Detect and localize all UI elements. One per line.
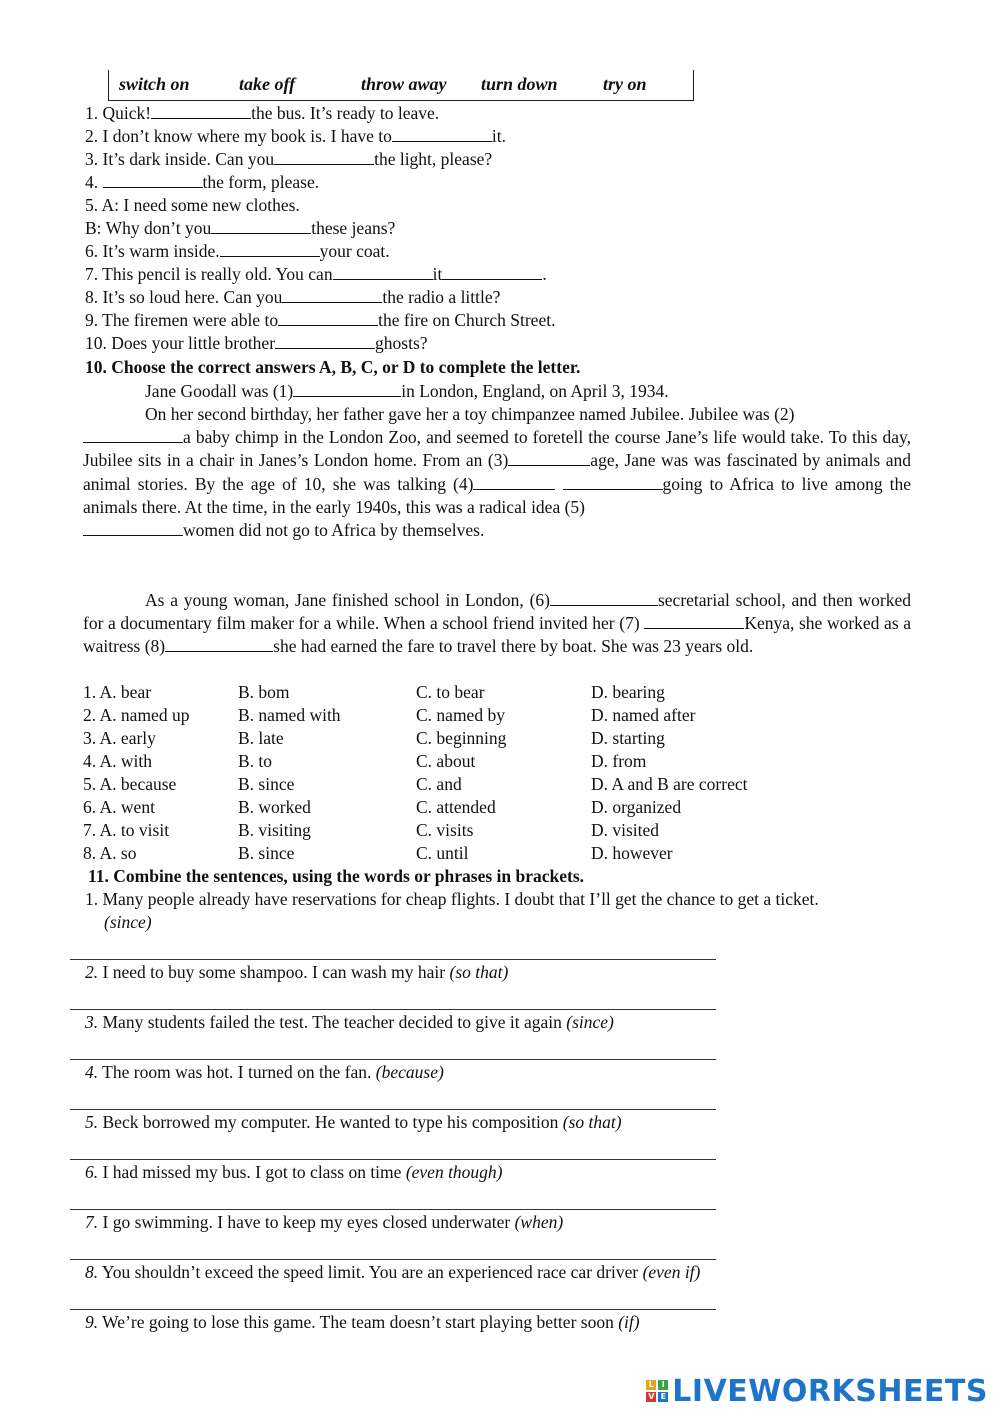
- exercise-line: [85, 218, 395, 238]
- line-text: 1. Quick!: [85, 103, 152, 123]
- answer-line[interactable]: [70, 1009, 716, 1010]
- blank-field[interactable]: [473, 474, 555, 490]
- item-text: I had missed my bus. I got to class on time: [98, 1162, 406, 1182]
- para-text: going to Africa to live among the animals there. At the time, in the early 1940s, this was a radical idea (5): [83, 473, 912, 517]
- answer-line[interactable]: [70, 959, 716, 960]
- hint-text: (so that): [562, 1112, 622, 1132]
- blank-field[interactable]: [644, 613, 744, 629]
- logo-text: LIVEWORKSHEETS: [672, 1373, 988, 1409]
- option-d[interactable]: D. from: [591, 751, 647, 771]
- blank-field[interactable]: [103, 172, 203, 188]
- para-text: As a young woman, Jane finished school in London, (6): [145, 590, 550, 610]
- line-text: the form, please.: [202, 172, 320, 192]
- exercise-line: [85, 172, 319, 192]
- hint-text: (because): [375, 1062, 444, 1082]
- item-number: 5.: [85, 1112, 99, 1132]
- hint-text: (since): [104, 912, 152, 932]
- heading-text: 10. Choose the correct answers A, B, C, or D to complete the letter.: [85, 357, 581, 377]
- para-text: age, Jane was was fascinated by animals and animal stories. By the age of 10, she was talking (4): [83, 450, 911, 494]
- letter-paragraph: [83, 589, 911, 659]
- letter-paragraph: [83, 403, 911, 542]
- option-d[interactable]: D. named after: [591, 705, 696, 725]
- option-d[interactable]: D. A and B are correct: [591, 774, 748, 794]
- line-text: these jeans?: [311, 218, 396, 238]
- option-c[interactable]: C. named by: [416, 705, 505, 725]
- option-b[interactable]: B. to: [238, 751, 273, 771]
- line-text: the radio a little?: [382, 287, 501, 307]
- logo-mark-icon: [646, 1380, 668, 1402]
- word-box-item: throw away: [361, 74, 447, 94]
- blank-field[interactable]: [333, 264, 433, 280]
- option-c[interactable]: C. and: [416, 774, 462, 794]
- combine-item: [85, 1262, 700, 1282]
- option-b[interactable]: B. visiting: [238, 820, 311, 840]
- line-text: 5. A: I need some new clothes.: [85, 195, 300, 215]
- item-number: 4.: [85, 1062, 99, 1082]
- blank-field[interactable]: [220, 241, 320, 257]
- line-text: 9. The firemen were able to: [85, 310, 279, 330]
- combine-item: [85, 1112, 622, 1132]
- option-c[interactable]: C. visits: [416, 820, 474, 840]
- para-text: Jane Goodall was (1): [145, 381, 294, 401]
- para-line: [83, 519, 911, 542]
- hint-text: (so that): [449, 962, 509, 982]
- blank-field[interactable]: [83, 427, 183, 443]
- option-c[interactable]: C. attended: [416, 797, 496, 817]
- logo-mark-letter: V: [648, 1392, 655, 1401]
- item-number: 7.: [85, 1212, 99, 1232]
- line-text: it.: [491, 126, 506, 146]
- combine-item: [85, 1162, 503, 1182]
- blank-field[interactable]: [278, 310, 378, 326]
- option-c[interactable]: C. to bear: [416, 682, 485, 702]
- answer-line[interactable]: [70, 1159, 716, 1160]
- hint-text: (even though): [405, 1162, 503, 1182]
- line-text: 10. Does your little brother: [85, 333, 276, 353]
- word-box-item: turn down: [481, 74, 558, 94]
- exercise-line: [85, 287, 500, 307]
- option-b[interactable]: B. worked: [238, 797, 311, 817]
- para-text: Kenya, she worked as a waitress (8): [83, 613, 912, 657]
- combine-item: [85, 962, 508, 982]
- option-a[interactable]: 7. A. to visit: [83, 820, 170, 840]
- item-text: I need to buy some shampoo. I can wash my hair: [98, 962, 450, 982]
- para-text: she had earned the fare to travel there by boat. She was 23 years old.: [273, 636, 754, 657]
- item-text: The room was hot. I turned on the fan.: [98, 1062, 376, 1082]
- line-text: B: Why don’t you: [85, 218, 212, 238]
- option-d[interactable]: D. organized: [591, 797, 682, 817]
- word-box: [108, 70, 694, 101]
- line-text: 8. It’s so loud here. Can you: [85, 287, 283, 307]
- item-text: 1. Many people already have reservations for cheap flights. I doubt that I’ll get the chance to get a ticket.: [85, 889, 819, 909]
- letter-paragraph: [83, 380, 911, 403]
- answer-line[interactable]: [70, 1309, 716, 1310]
- section-heading: [85, 357, 580, 377]
- combine-item: [85, 889, 819, 909]
- option-c[interactable]: C. beginning: [416, 728, 507, 748]
- item-number: 3.: [85, 1012, 99, 1032]
- combine-item: [85, 1312, 640, 1332]
- logo-mark-letter: E: [658, 1392, 668, 1402]
- item-number: 2.: [85, 962, 99, 982]
- word-box-item: take off: [239, 74, 296, 94]
- blank-field[interactable]: [282, 287, 382, 303]
- word-box-item: try on: [603, 74, 647, 94]
- option-a[interactable]: 1. A. bear: [83, 682, 152, 702]
- line-text: 4.: [85, 172, 103, 192]
- blank-field[interactable]: [563, 474, 663, 490]
- blank-field[interactable]: [442, 264, 542, 280]
- exercise-line: [85, 310, 555, 330]
- line-text: the fire on Church Street.: [378, 310, 556, 330]
- combine-item: [85, 1062, 444, 1082]
- hint-text: (when): [514, 1212, 564, 1232]
- line-text: 7. This pencil is really old. You can: [85, 264, 333, 284]
- item-number: 9.: [85, 1312, 99, 1332]
- line-text: .: [542, 264, 547, 284]
- option-a[interactable]: 2. A. named up: [83, 705, 190, 725]
- exercise-line: [85, 241, 390, 261]
- item-number: 6.: [85, 1162, 99, 1182]
- item-number: 8.: [85, 1262, 99, 1282]
- blank-field[interactable]: [550, 590, 658, 606]
- liveworksheets-logo[interactable]: [646, 1373, 988, 1409]
- option-b[interactable]: B. since: [238, 774, 295, 794]
- line-text: it: [432, 264, 443, 284]
- blank-field[interactable]: [293, 381, 401, 397]
- item-text: Beck borrowed my computer. He wanted to type his composition: [98, 1112, 563, 1132]
- option-d[interactable]: D. however: [591, 843, 673, 863]
- logo-mark-letter: I: [658, 1380, 668, 1390]
- word-box-item: switch on: [119, 74, 190, 94]
- blank-field[interactable]: [211, 218, 311, 234]
- answer-line[interactable]: [70, 1059, 716, 1060]
- option-a[interactable]: 6. A. went: [83, 797, 155, 817]
- hint-text: (if): [618, 1312, 640, 1332]
- line-text: 6. It’s warm inside.: [85, 241, 220, 261]
- blank-field[interactable]: [83, 520, 183, 536]
- exercise-line: [85, 103, 439, 123]
- exercise-line: [85, 126, 506, 146]
- item-text: Many students failed the test. The teacher decided to give it again: [98, 1012, 567, 1032]
- exercise-line: [85, 149, 492, 169]
- option-a[interactable]: 3. A. early: [83, 728, 156, 748]
- combine-item: [85, 1012, 614, 1032]
- option-a[interactable]: 4. A. with: [83, 751, 153, 771]
- exercise-line: [85, 333, 428, 353]
- blank-field[interactable]: [274, 149, 374, 165]
- blank-field[interactable]: [151, 103, 251, 119]
- option-a[interactable]: 5. A. because: [83, 774, 177, 794]
- option-b[interactable]: B. named with: [238, 705, 341, 725]
- para-line: [83, 426, 911, 519]
- section-heading: [88, 866, 584, 886]
- combine-item-hint: [104, 912, 152, 932]
- option-b[interactable]: B. since: [238, 843, 295, 863]
- para-text: On her second birthday, her father gave her a toy chimpanzee named Jubilee. Jubilee was (2): [145, 404, 795, 424]
- answer-line[interactable]: [70, 1109, 716, 1110]
- exercise-line: [85, 195, 300, 215]
- para-line: [83, 403, 911, 426]
- blank-field[interactable]: [392, 126, 492, 142]
- option-d[interactable]: D. bearing: [591, 682, 665, 702]
- answer-line[interactable]: [70, 1209, 716, 1210]
- logo-mark-letter: L: [646, 1380, 656, 1390]
- blank-field[interactable]: [508, 450, 590, 466]
- item-text: I go swimming. I have to keep my eyes closed underwater: [98, 1212, 515, 1232]
- blank-field[interactable]: [165, 636, 273, 652]
- answer-line[interactable]: [70, 1259, 716, 1260]
- blank-field[interactable]: [275, 333, 375, 349]
- option-c[interactable]: C. until: [416, 843, 469, 863]
- option-d[interactable]: D. starting: [591, 728, 665, 748]
- hint-text: (since): [566, 1012, 614, 1032]
- line-text: 2. I don’t know where my book is. I have to: [85, 126, 392, 146]
- option-d[interactable]: D. visited: [591, 820, 660, 840]
- option-c[interactable]: C. about: [416, 751, 476, 771]
- para-text: in London, England, on April 3, 1934.: [401, 381, 669, 401]
- heading-text: 11. Combine the sentences, using the words or phrases in brackets.: [88, 866, 585, 886]
- line-text: your coat.: [319, 241, 390, 261]
- option-a[interactable]: 8. A. so: [83, 843, 137, 863]
- combine-item: [85, 1212, 563, 1232]
- hint-text: (even if): [642, 1262, 701, 1282]
- item-text: We’re going to lose this game. The team doesn’t start playing better soon: [98, 1312, 619, 1332]
- para-text: secretarial school, and then worked for a documentary film maker for a while. When a school friend invited her (7): [83, 590, 911, 634]
- item-text: You shouldn’t exceed the speed limit. You are an experienced race car driver: [98, 1262, 643, 1282]
- line-text: 3. It’s dark inside. Can you: [85, 149, 275, 169]
- para-text: a baby chimp in the London Zoo, and seemed to foretell the course Jane’s life would take. To this day, Jubilee sits in a chair in Janes’s London home. From an (3): [83, 427, 911, 471]
- line-text: the light, please?: [374, 149, 493, 169]
- para-text: women did not go to Africa by themselves.: [183, 520, 485, 541]
- line-text: the bus. It’s ready to leave.: [251, 103, 440, 123]
- option-b[interactable]: B. bom: [238, 682, 290, 702]
- line-text: ghosts?: [375, 333, 428, 353]
- option-b[interactable]: B. late: [238, 728, 284, 748]
- exercise-line: [85, 264, 547, 284]
